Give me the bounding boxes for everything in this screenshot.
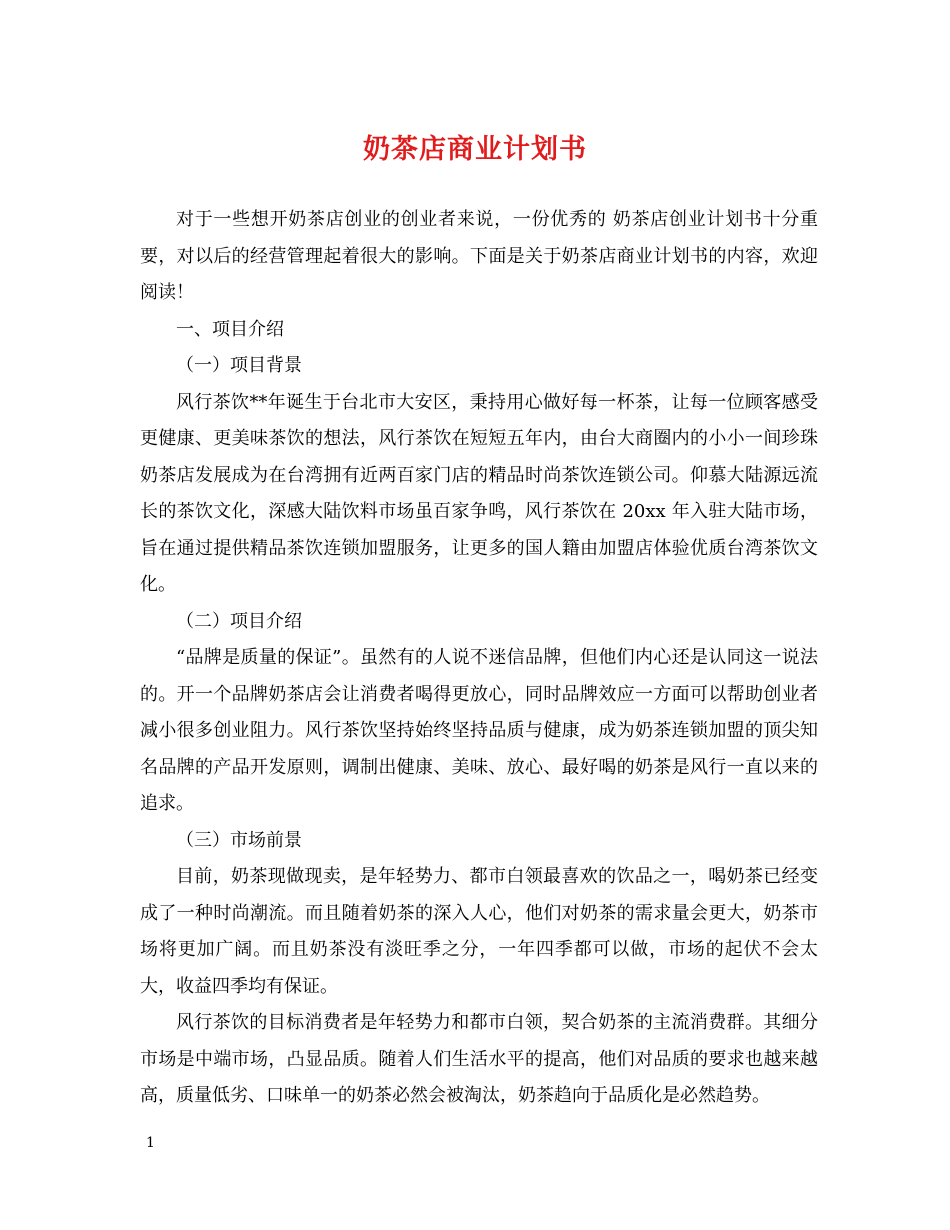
section-heading-project-intro: 一、项目介绍 [176,318,284,340]
document-body [140,202,818,1115]
subsection-heading-introduction: （二）项目介绍 [176,610,302,632]
market-outlook-paragraph: 目前，奶茶现做现卖，是年轻势力、都市白领最喜欢的饮品之一，喝奶茶已经变成了一种时尚潮流。而且随着奶茶的深入人心，他们对奶茶的需求量会更大，奶茶市场将更加广阔。而且奶茶没有淡旺季之分，一年四季都可以做，市场的起伏不会太大，收益四季均有保证。 [140,866,818,997]
introduction-paragraph: “品牌是质量的保证”。虽然有的人说不迷信品牌，但他们内心还是认同这一说法的。开一个品牌奶茶店会让消费者喝得更放心，同时品牌效应一方面可以帮助创业者减小很多创业阻力。风行茶饮坚持始终坚持品质与健康，成为奶茶连锁加盟的顶尖知名品牌的产品开发原则，调制出健康、美味、放心、最好喝的奶茶是风行一直以来的追求。 [140,647,818,814]
background-paragraph: 风行茶饮**年诞生于台北市大安区，秉持用心做好每一杯茶，让每一位顾客感受更健康、更美味茶饮的想法，风行茶饮在短短五年内，由台大商圈内的小小一间珍珠奶茶店发展成为在台湾拥有近两百家门店的精品时尚茶饮连锁公司。仰慕大陆源远流长的茶饮文化，深感大陆饮料市场虽百家争鸣，风行茶饮在 20xx 年入驻大陆市场，旨在通过提供精品茶饮连锁加盟服务，让更多的国人籍由加盟店体验优质台湾茶饮文化。 [140,391,818,595]
page-number: 1 [146,1135,155,1151]
subsection-heading-market-outlook: （三）市场前景 [176,829,302,851]
intro-paragraph: 对于一些想开奶茶店创业的创业者来说，一份优秀的 奶茶店创业计划书十分重要，对以后的经营管理起着很大的影响。下面是关于奶茶店商业计划书的内容，欢迎阅读！ [140,209,818,303]
subsection-heading-background: （一）项目背景 [176,355,302,376]
document-title: 奶茶店商业计划书 [363,134,587,165]
target-consumer-paragraph: 风行茶饮的目标消费者是年轻势力和都市白领，契合奶茶的主流消费群。其细分市场是中端市场，凸显品质。随着人们生活水平的提高，他们对品质的要求也越来越高，质量低劣、口味单一的奶茶必然会被淘汰，奶茶趋向于品质化是必然趋势。 [140,1012,818,1106]
